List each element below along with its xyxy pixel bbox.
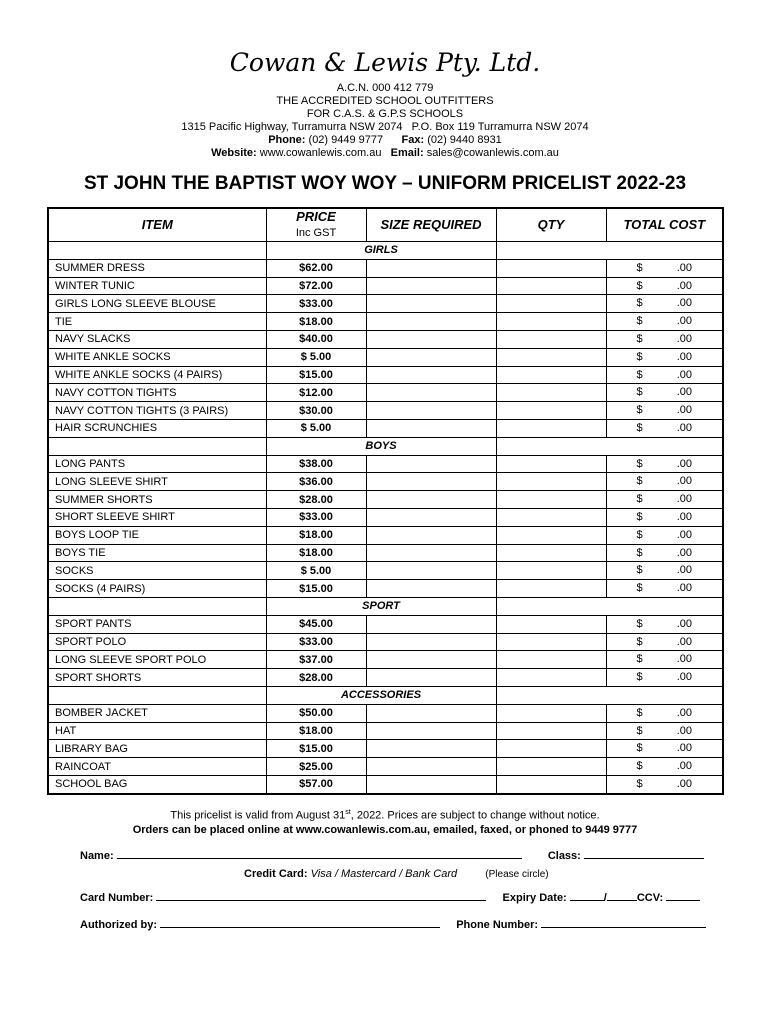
cents-placeholder: .00 (676, 510, 692, 523)
total-cost-cell[interactable] (606, 580, 723, 598)
name-class-row (80, 847, 704, 862)
name-label: Name: (80, 850, 114, 862)
item-name: RAINCOAT (48, 758, 266, 776)
table-row (48, 419, 723, 437)
qty-cell[interactable] (496, 419, 606, 437)
currency-symbol: $ (636, 261, 643, 274)
email-label: Email: (390, 147, 424, 159)
col-total-header: TOTAL COST (606, 208, 723, 242)
col-size-header: SIZE REQUIRED (366, 208, 496, 242)
table-row (48, 651, 723, 669)
phone-number-label: Phone Number: (456, 919, 539, 931)
currency-symbol: $ (636, 724, 643, 737)
section-heading: BOYS (266, 437, 496, 455)
total-cost-cell[interactable] (606, 775, 723, 793)
currency-symbol: $ (636, 635, 643, 648)
email-link[interactable]: sales@cowanlewis.com.au (426, 147, 559, 159)
item-name: SOCKS (48, 562, 266, 580)
cents-placeholder: .00 (676, 724, 692, 737)
qty-cell[interactable] (496, 330, 606, 348)
cents-placeholder: .00 (676, 528, 692, 541)
item-name: WHITE ANKLE SOCKS (48, 348, 266, 366)
qty-cell[interactable] (496, 277, 606, 295)
item-price: $45.00 (266, 615, 366, 633)
item-name: TIE (48, 313, 266, 331)
cents-placeholder: .00 (676, 297, 692, 310)
section-row (48, 597, 723, 615)
table-row (48, 295, 723, 313)
total-cost-cell[interactable] (606, 669, 723, 687)
item-name: BOMBER JACKET (48, 704, 266, 722)
item-name: LONG SLEEVE SPORT POLO (48, 651, 266, 669)
table-row (48, 277, 723, 295)
phone-number-field[interactable] (541, 916, 706, 928)
item-name: NAVY SLACKS (48, 330, 266, 348)
size-required-cell[interactable] (366, 348, 496, 366)
cents-placeholder: .00 (676, 386, 692, 399)
size-required-cell[interactable] (366, 775, 496, 793)
table-row (48, 633, 723, 651)
total-cost-cell[interactable] (606, 758, 723, 776)
item-name: WINTER TUNIC (48, 277, 266, 295)
currency-symbol: $ (636, 493, 643, 506)
qty-cell[interactable] (496, 526, 606, 544)
item-name: WHITE ANKLE SOCKS (4 PAIRS) (48, 366, 266, 384)
size-required-cell[interactable] (366, 704, 496, 722)
total-cost-cell[interactable] (606, 615, 723, 633)
card-types-options[interactable]: Visa / Mastercard / Bank Card (310, 868, 458, 880)
item-price: $40.00 (266, 330, 366, 348)
currency-symbol: $ (636, 315, 643, 328)
validity-text-end: , 2022. Prices are subject to change without notice. (350, 809, 600, 822)
qty-cell[interactable] (496, 740, 606, 758)
currency-symbol: $ (636, 617, 643, 630)
size-required-cell[interactable] (366, 758, 496, 776)
item-price: $15.00 (266, 580, 366, 598)
item-name: GIRLS LONG SLEEVE BLOUSE (48, 295, 266, 313)
qty-cell[interactable] (496, 455, 606, 473)
total-cost-cell[interactable] (606, 633, 723, 651)
table-row (48, 580, 723, 598)
qty-cell[interactable] (496, 722, 606, 740)
table-row (48, 473, 723, 491)
section-spacer (496, 686, 723, 704)
qty-cell[interactable] (496, 651, 606, 669)
table-row (48, 526, 723, 544)
cents-placeholder: .00 (676, 493, 692, 506)
size-required-cell[interactable] (366, 544, 496, 562)
currency-symbol: $ (636, 475, 643, 488)
currency-symbol: $ (636, 546, 643, 559)
size-required-cell[interactable] (366, 526, 496, 544)
item-price: $62.00 (266, 259, 366, 277)
qty-cell[interactable] (496, 259, 606, 277)
table-row (48, 455, 723, 473)
item-price: $18.00 (266, 722, 366, 740)
qty-cell[interactable] (496, 633, 606, 651)
fax-label: Fax: (401, 134, 425, 146)
pricelist-table (47, 207, 724, 795)
item-price: $30.00 (266, 402, 366, 420)
qty-cell[interactable] (496, 473, 606, 491)
table-row (48, 544, 723, 562)
table-row (48, 384, 723, 402)
table-row (48, 722, 723, 740)
qty-cell[interactable] (496, 491, 606, 509)
total-cost-cell[interactable] (606, 330, 723, 348)
qty-cell[interactable] (496, 348, 606, 366)
size-required-cell[interactable] (366, 508, 496, 526)
item-name: BOYS TIE (48, 544, 266, 562)
size-required-cell[interactable] (366, 366, 496, 384)
section-spacer (48, 242, 266, 260)
footer-notes (0, 806, 770, 837)
total-cost-cell[interactable] (606, 277, 723, 295)
table-row (48, 740, 723, 758)
total-cost-cell[interactable] (606, 508, 723, 526)
section-spacer (496, 242, 723, 260)
currency-symbol: $ (636, 510, 643, 523)
address: 1315 Pacific Highway, Turramurra NSW 2074 P.O. Box 119 Turramurra NSW 2074 (181, 121, 589, 133)
currency-symbol: $ (636, 386, 643, 399)
currency-symbol: $ (636, 350, 643, 363)
item-price: $50.00 (266, 704, 366, 722)
qty-cell[interactable] (496, 402, 606, 420)
size-required-cell[interactable] (366, 473, 496, 491)
cents-placeholder: .00 (676, 475, 692, 488)
qty-cell[interactable] (496, 384, 606, 402)
expiry-month-field[interactable] (570, 889, 604, 901)
qty-cell[interactable] (496, 562, 606, 580)
section-row (48, 437, 723, 455)
cents-placeholder: .00 (676, 457, 692, 470)
item-price: $15.00 (266, 366, 366, 384)
website-link[interactable]: www.cowanlewis.com.au (259, 147, 382, 159)
section-spacer (48, 437, 266, 455)
cents-placeholder: .00 (676, 617, 692, 630)
please-circle-note: (Please circle) (485, 869, 549, 880)
ccv-field[interactable] (666, 889, 700, 901)
size-required-cell[interactable] (366, 402, 496, 420)
qty-cell[interactable] (496, 295, 606, 313)
ccv-label: CCV: (636, 892, 664, 904)
size-required-cell[interactable] (366, 419, 496, 437)
item-price: $36.00 (266, 473, 366, 491)
cents-placeholder: .00 (676, 635, 692, 648)
card-number-label: Card Number: (80, 892, 154, 904)
item-name: HAIR SCRUNCHIES (48, 419, 266, 437)
total-cost-cell[interactable] (606, 544, 723, 562)
cents-placeholder: .00 (676, 404, 692, 417)
item-price: $18.00 (266, 526, 366, 544)
table-row (48, 704, 723, 722)
cents-placeholder: .00 (676, 261, 692, 274)
letterhead (0, 46, 770, 160)
validity-note (0, 806, 770, 823)
total-cost-cell[interactable] (606, 402, 723, 420)
qty-cell[interactable] (496, 544, 606, 562)
item-name: SPORT SHORTS (48, 669, 266, 687)
item-price: $38.00 (266, 455, 366, 473)
currency-symbol: $ (636, 332, 643, 345)
item-price: $72.00 (266, 277, 366, 295)
size-required-cell[interactable] (366, 615, 496, 633)
section-heading: SPORT (266, 597, 496, 615)
cents-placeholder: .00 (676, 742, 692, 755)
section-heading: GIRLS (266, 242, 496, 260)
authorization-row (80, 916, 706, 931)
tagline: THE ACCREDITED SCHOOL OUTFITTERS (276, 95, 494, 107)
item-price: $33.00 (266, 295, 366, 313)
company-name: Cowan & Lewis Pty. Ltd. (229, 48, 541, 77)
class-field[interactable] (584, 847, 704, 859)
size-required-cell[interactable] (366, 384, 496, 402)
item-name: SOCKS (4 PAIRS) (48, 580, 266, 598)
table-row (48, 758, 723, 776)
total-cost-cell[interactable] (606, 366, 723, 384)
expiry-year-field[interactable] (607, 889, 637, 901)
currency-symbol: $ (636, 421, 643, 434)
cents-placeholder: .00 (676, 279, 692, 292)
size-required-cell[interactable] (366, 295, 496, 313)
qty-cell[interactable] (496, 615, 606, 633)
item-name: SCHOOL BAG (48, 775, 266, 793)
item-price: $ 5.00 (266, 419, 366, 437)
item-price: $15.00 (266, 740, 366, 758)
item-price: $18.00 (266, 544, 366, 562)
total-cost-cell[interactable] (606, 651, 723, 669)
item-price: $12.00 (266, 384, 366, 402)
table-row (48, 508, 723, 526)
price-header-label: PRICE (296, 209, 336, 224)
item-name: SPORT PANTS (48, 615, 266, 633)
qty-cell[interactable] (496, 669, 606, 687)
item-name: HAT (48, 722, 266, 740)
table-row (48, 775, 723, 793)
section-spacer (48, 686, 266, 704)
pricelist-body (48, 242, 723, 794)
qty-cell[interactable] (496, 508, 606, 526)
currency-symbol: $ (636, 653, 643, 666)
table-row (48, 313, 723, 331)
table-row (48, 669, 723, 687)
qty-cell[interactable] (496, 775, 606, 793)
total-cost-cell[interactable] (606, 419, 723, 437)
table-row (48, 402, 723, 420)
table-row (48, 259, 723, 277)
validity-sup: st (345, 809, 351, 816)
item-price: $ 5.00 (266, 348, 366, 366)
item-name: SUMMER DRESS (48, 259, 266, 277)
item-price: $33.00 (266, 633, 366, 651)
cents-placeholder: .00 (676, 315, 692, 328)
section-spacer (496, 597, 723, 615)
class-label: Class: (547, 850, 581, 862)
fax-number: (02) 9440 8931 (427, 134, 502, 146)
expiry-separator: / (603, 892, 607, 904)
currency-symbol: $ (636, 528, 643, 541)
total-cost-cell[interactable] (606, 740, 723, 758)
size-required-cell[interactable] (366, 722, 496, 740)
phone-label: Phone: (268, 134, 306, 146)
size-required-cell[interactable] (366, 330, 496, 348)
currency-symbol: $ (636, 760, 643, 773)
item-price: $37.00 (266, 651, 366, 669)
item-name: BOYS LOOP TIE (48, 526, 266, 544)
size-required-cell[interactable] (366, 491, 496, 509)
card-number-field[interactable] (156, 889, 486, 901)
currency-symbol: $ (636, 404, 643, 417)
size-required-cell[interactable] (366, 633, 496, 651)
total-cost-cell[interactable] (606, 562, 723, 580)
total-cost-cell[interactable] (606, 384, 723, 402)
orders-note: Orders can be placed online at www.cowanlewis.com.au, emailed, faxed, or phoned to 9449 9777 (132, 823, 638, 836)
size-required-cell[interactable] (366, 455, 496, 473)
section-row (48, 686, 723, 704)
cents-placeholder: .00 (676, 546, 692, 559)
section-heading: ACCESSORIES (266, 686, 496, 704)
table-row (48, 348, 723, 366)
qty-cell[interactable] (496, 580, 606, 598)
section-row (48, 242, 723, 260)
total-cost-cell[interactable] (606, 526, 723, 544)
size-required-cell[interactable] (366, 669, 496, 687)
currency-symbol: $ (636, 742, 643, 755)
item-name: SUMMER SHORTS (48, 491, 266, 509)
currency-symbol: $ (636, 279, 643, 292)
cents-placeholder: .00 (676, 706, 692, 719)
item-price: $25.00 (266, 758, 366, 776)
phone-number: (02) 9449 9777 (308, 134, 384, 146)
col-price-header (266, 208, 366, 242)
card-number-row (80, 889, 700, 904)
cents-placeholder: .00 (676, 582, 692, 595)
expiry-label: Expiry Date: (502, 892, 567, 904)
validity-text-start: This pricelist is valid from August 31 (170, 809, 346, 822)
total-cost-cell[interactable] (606, 295, 723, 313)
item-price: $33.00 (266, 508, 366, 526)
item-name: NAVY COTTON TIGHTS (3 PAIRS) (48, 402, 266, 420)
credit-card-label: Credit Card: (244, 868, 308, 880)
cents-placeholder: .00 (676, 564, 692, 577)
website-label: Website: (211, 147, 257, 159)
currency-symbol: $ (636, 564, 643, 577)
contact-web-email (0, 147, 770, 160)
item-name: LIBRARY BAG (48, 740, 266, 758)
cents-placeholder: .00 (676, 350, 692, 363)
cents-placeholder: .00 (676, 760, 692, 773)
schools-line: FOR C.A.S. & G.P.S SCHOOLS (306, 108, 464, 120)
authorized-field[interactable] (160, 916, 440, 928)
total-cost-cell[interactable] (606, 473, 723, 491)
cents-placeholder: .00 (676, 671, 692, 684)
currency-symbol: $ (636, 457, 643, 470)
size-required-cell[interactable] (366, 580, 496, 598)
item-price: $ 5.00 (266, 562, 366, 580)
currency-symbol: $ (636, 777, 643, 790)
cents-placeholder: .00 (676, 368, 692, 381)
qty-cell[interactable] (496, 313, 606, 331)
item-name: LONG PANTS (48, 455, 266, 473)
name-field[interactable] (117, 847, 522, 859)
col-item-header: ITEM (48, 208, 266, 242)
qty-cell[interactable] (496, 366, 606, 384)
price-header-sub: Inc GST (295, 227, 337, 239)
item-name: LONG SLEEVE SHIRT (48, 473, 266, 491)
currency-symbol: $ (636, 706, 643, 719)
total-cost-cell[interactable] (606, 722, 723, 740)
section-spacer (48, 597, 266, 615)
item-name: SHORT SLEEVE SHIRT (48, 508, 266, 526)
currency-symbol: $ (636, 582, 643, 595)
size-required-cell[interactable] (366, 313, 496, 331)
table-row (48, 562, 723, 580)
authorized-label: Authorized by: (80, 919, 157, 931)
table-row (48, 615, 723, 633)
cents-placeholder: .00 (676, 421, 692, 434)
item-name: NAVY COTTON TIGHTS (48, 384, 266, 402)
size-required-cell[interactable] (366, 651, 496, 669)
table-row (48, 491, 723, 509)
total-cost-cell[interactable] (606, 491, 723, 509)
qty-cell[interactable] (496, 704, 606, 722)
col-qty-header: QTY (496, 208, 606, 242)
section-spacer (496, 437, 723, 455)
total-cost-cell[interactable] (606, 704, 723, 722)
item-price: $57.00 (266, 775, 366, 793)
item-name: SPORT POLO (48, 633, 266, 651)
size-required-cell[interactable] (366, 277, 496, 295)
currency-symbol: $ (636, 368, 643, 381)
cents-placeholder: .00 (676, 653, 692, 666)
cents-placeholder: .00 (676, 332, 692, 345)
page-title: ST JOHN THE BAPTIST WOY WOY – UNIFORM PRICELIST 2022-23 (83, 173, 687, 194)
item-price: $28.00 (266, 669, 366, 687)
size-required-cell[interactable] (366, 562, 496, 580)
qty-cell[interactable] (496, 758, 606, 776)
table-header-row (48, 208, 723, 242)
acn: A.C.N. 000 412 779 (336, 82, 434, 94)
cents-placeholder: .00 (676, 777, 692, 790)
currency-symbol: $ (636, 671, 643, 684)
item-price: $28.00 (266, 491, 366, 509)
size-required-cell[interactable] (366, 740, 496, 758)
currency-symbol: $ (636, 297, 643, 310)
item-price: $18.00 (266, 313, 366, 331)
table-row (48, 330, 723, 348)
total-cost-cell[interactable] (606, 259, 723, 277)
size-required-cell[interactable] (366, 259, 496, 277)
total-cost-cell[interactable] (606, 313, 723, 331)
table-row (48, 366, 723, 384)
credit-card-row (244, 868, 549, 880)
contact-phone-fax (0, 134, 770, 147)
total-cost-cell[interactable] (606, 348, 723, 366)
total-cost-cell[interactable] (606, 455, 723, 473)
